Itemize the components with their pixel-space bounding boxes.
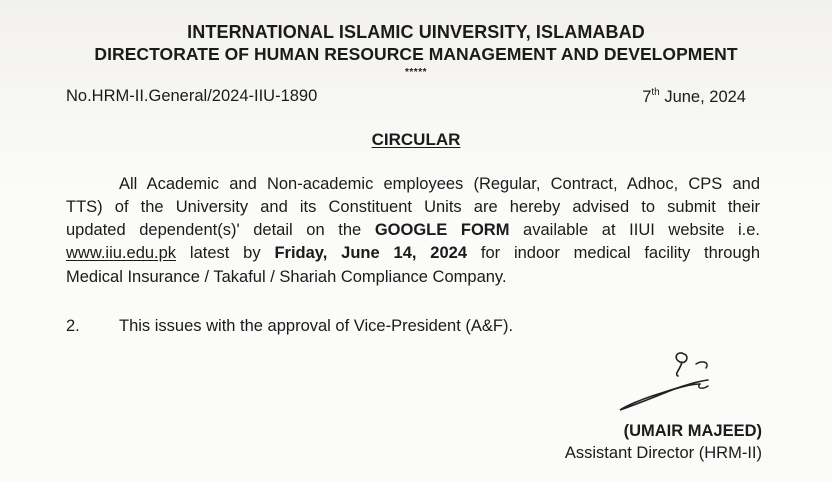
paragraph1-line1: All Academic and Non-academic employees (Regular, Contract, Adhoc, CPS and: [119, 175, 760, 193]
paragraph2-number: 2.: [66, 317, 80, 335]
date-month-year: June, 2024: [659, 88, 746, 106]
google-form-label: GOOGLE FORM: [374, 221, 510, 239]
line3-text-b: available at IIUI website i.e.: [509, 221, 761, 239]
signatory-designation: Assistant Director (HRM-II): [564, 444, 762, 462]
paragraph2-text: This issues with the approval of Vice-President (A&F).: [119, 317, 514, 335]
handwritten-signature: [612, 340, 732, 420]
header-separator: *****: [405, 67, 427, 78]
paragraph1-line5: Medical Insurance / Takaful / Shariah Compliance Company.: [66, 268, 507, 286]
paragraph1-line2: TTS) of the University and its Constituent Units are hereby advised to submit their: [66, 198, 760, 216]
signatory-name: (UMAIR MAJEED): [623, 422, 762, 440]
deadline-date: Friday, June 14, 2024: [274, 244, 468, 262]
document-title: CIRCULAR: [371, 130, 461, 149]
university-heading: INTERNATIONAL ISLAMIC UINVERSITY, ISLAMABAD: [187, 22, 645, 42]
website-link[interactable]: www.iiu.edu.pk: [66, 244, 177, 262]
paragraph1-line3: [66, 221, 760, 240]
reference-number: No.HRM-II.General/2024-IIU-1890: [66, 87, 318, 105]
directorate-heading: DIRECTORATE OF HUMAN RESOURCE MANAGEMENT AND DEVELOPMENT: [94, 44, 738, 64]
date-suffix: th: [651, 87, 660, 98]
date-day: 7: [642, 88, 652, 106]
line4-text-b: for indoor medical facility through: [467, 244, 760, 262]
issue-date: [642, 87, 746, 107]
line3-text-a: updated dependent(s)' detail on the: [66, 221, 375, 239]
paragraph1-line4: [66, 244, 760, 263]
line4-text-a: latest by: [176, 244, 275, 262]
